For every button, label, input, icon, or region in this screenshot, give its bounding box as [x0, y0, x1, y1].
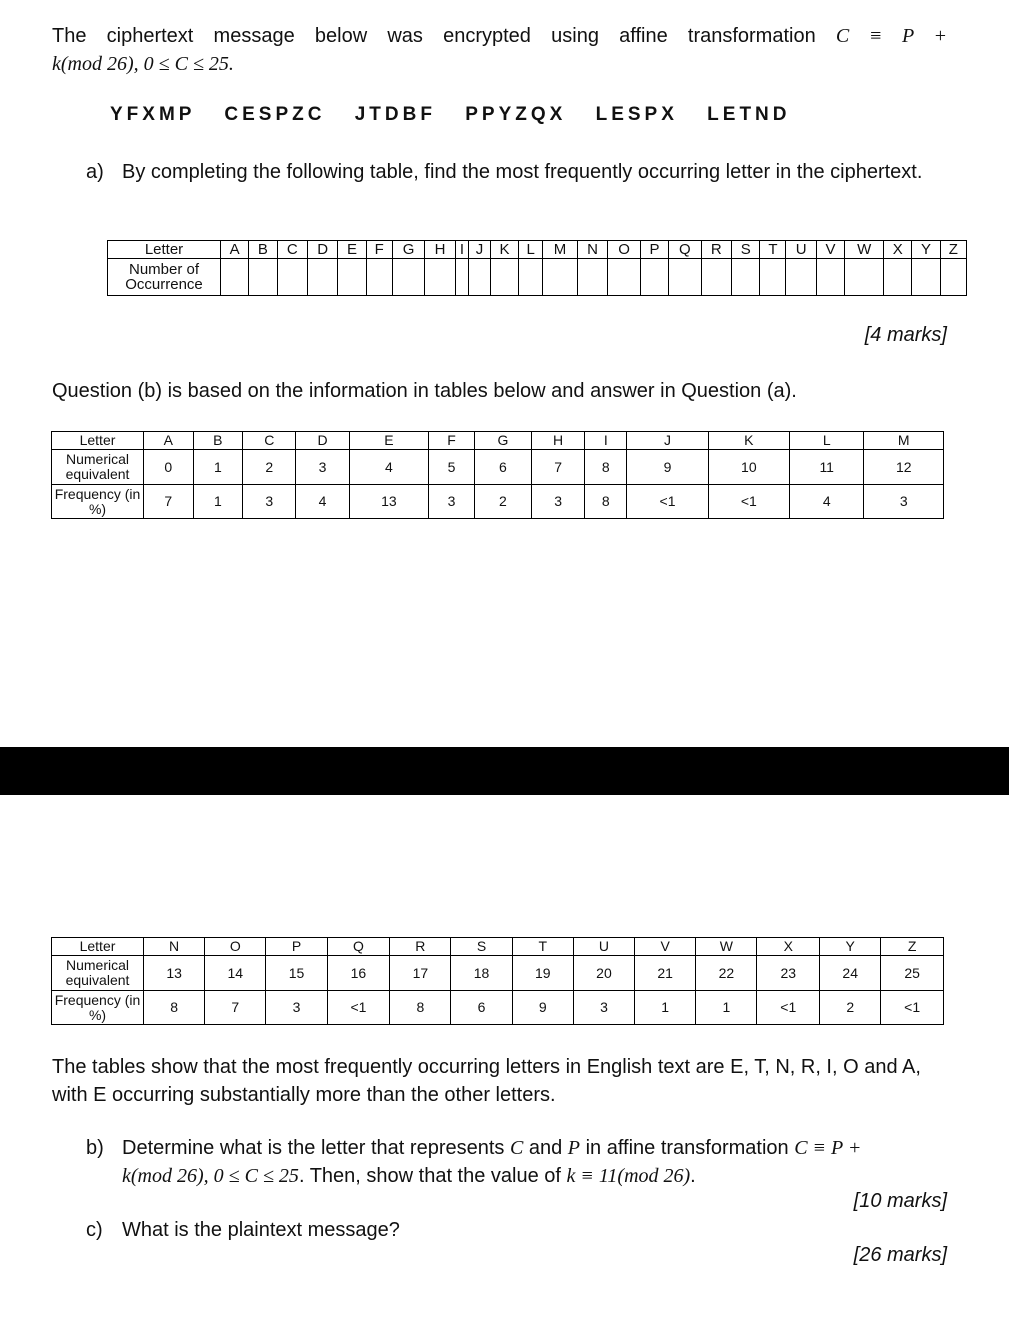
freq2-number-row — [52, 956, 944, 991]
question-a-marks: [4 marks] — [864, 324, 947, 346]
question-b-text-part: and — [523, 1137, 568, 1159]
freq1-number: 5 — [429, 450, 475, 485]
freq1-number: 6 — [474, 450, 531, 485]
occurrence-letter: D — [307, 241, 337, 259]
occurrence-cell — [884, 259, 912, 296]
freq1-number: 2 — [243, 450, 296, 485]
redaction-bar — [0, 747, 1009, 795]
question-b-math: k(mod 26), 0 ≤ C ≤ 25 — [122, 1165, 299, 1187]
freq1-letter: D — [296, 432, 349, 450]
freq2-letter: Y — [820, 938, 881, 956]
freq1-letter: C — [243, 432, 296, 450]
freq2-letter: O — [205, 938, 266, 956]
occurrence-cell — [249, 259, 277, 296]
question-a-text: By completing the following table, find the most frequently occurring letter in the ciphertext. — [122, 161, 923, 183]
question-a-label: a) — [86, 161, 104, 183]
freq2-frequency: 2 — [820, 991, 881, 1025]
occurrence-cell — [469, 259, 491, 296]
freq2-frequency-row — [52, 991, 944, 1025]
freq1-frequency: 4 — [296, 485, 349, 519]
freq1-frequency: 1 — [193, 485, 243, 519]
occurrence-cell — [669, 259, 702, 296]
occurrence-letter: N — [577, 241, 607, 259]
intro-b: Question (b) is based on the information in tables below and answer in Question (a). — [52, 380, 797, 402]
freq2-frequency: 3 — [266, 991, 327, 1025]
freq1-frequency: 3 — [429, 485, 475, 519]
freq2-number-header: Numerical equivalent — [52, 956, 144, 991]
occurrence-letter: C — [277, 241, 307, 259]
occurrence-letter: I — [455, 241, 468, 259]
freq2-number: 18 — [451, 956, 512, 991]
occurrence-letter: M — [543, 241, 578, 259]
freq1-number: 9 — [627, 450, 708, 485]
freq1-letter: A — [144, 432, 194, 450]
freq1-frequency: 3 — [864, 485, 944, 519]
occurrence-cell — [701, 259, 731, 296]
freq1-letter: H — [531, 432, 584, 450]
freq1-letter: L — [789, 432, 863, 450]
question-b-text — [122, 1134, 947, 1190]
occurrence-cell — [543, 259, 578, 296]
freq1-number: 4 — [349, 450, 428, 485]
freq2-letter: P — [266, 938, 327, 956]
freq1-frequency: 8 — [585, 485, 627, 519]
freq2-letter: Z — [881, 938, 944, 956]
freq1-frequency: <1 — [627, 485, 708, 519]
occurrence-letter: S — [732, 241, 760, 259]
note-paragraph: The tables show that the most frequently occurring letters in English text are E, T, N, R, I, O and A, with E occurring substantially more than the other letters. — [52, 1056, 921, 1106]
occurrence-cell — [640, 259, 668, 296]
occurrence-cell — [338, 259, 366, 296]
occurrence-letter: F — [366, 241, 392, 259]
question-b-label: b) — [86, 1137, 104, 1159]
occurrence-count-row — [108, 259, 967, 296]
freq1-number: 12 — [864, 450, 944, 485]
intro-text: The ciphertext message below was encrypted using affine transformation — [52, 25, 836, 47]
freq2-number: 22 — [696, 956, 757, 991]
occurrence-cell — [366, 259, 392, 296]
occurrence-letter: W — [845, 241, 884, 259]
freq1-number: 8 — [585, 450, 627, 485]
occurrence-cell — [490, 259, 518, 296]
occurrence-letter: U — [786, 241, 816, 259]
occurrence-letter: A — [221, 241, 249, 259]
freq1-number-header: Numerical equivalent — [52, 450, 144, 485]
occurrence-letter: Y — [912, 241, 940, 259]
occurrence-cell — [786, 259, 816, 296]
occurrence-letter-row — [108, 241, 967, 259]
occurrence-cell — [455, 259, 468, 296]
freq2-number: 14 — [205, 956, 266, 991]
frequency-table-n-z — [51, 937, 944, 1025]
occurrence-cell — [277, 259, 307, 296]
freq2-letter: U — [573, 938, 634, 956]
occurrence-letter: J — [469, 241, 491, 259]
freq1-frequency: <1 — [708, 485, 789, 519]
occurrence-letter: L — [519, 241, 543, 259]
freq2-frequency: 8 — [390, 991, 451, 1025]
intro-paragraph — [52, 22, 947, 78]
occurrence-letter: R — [701, 241, 731, 259]
freq1-letter: F — [429, 432, 475, 450]
occurrence-cell — [519, 259, 543, 296]
freq2-frequency: 6 — [451, 991, 512, 1025]
freq1-number: 10 — [708, 450, 789, 485]
occurrence-cell — [732, 259, 760, 296]
freq1-letter-row — [52, 432, 944, 450]
freq1-frequency-row — [52, 485, 944, 519]
question-b-text-part: . Then, show that the value of — [298, 1165, 567, 1187]
freq2-frequency-header: Frequency (in %) — [52, 991, 144, 1025]
intro-math-2: k(mod 26), 0 ≤ C ≤ 25. — [52, 53, 234, 75]
freq2-letter: R — [390, 938, 451, 956]
freq1-letter: G — [474, 432, 531, 450]
occurrence-letter: Q — [669, 241, 702, 259]
freq2-frequency: 1 — [635, 991, 696, 1025]
freq2-frequency: 8 — [144, 991, 205, 1025]
occurrence-letter: G — [392, 241, 425, 259]
question-c — [86, 1216, 947, 1244]
freq2-letter: W — [696, 938, 757, 956]
occurrence-letter: K — [490, 241, 518, 259]
freq2-number: 21 — [635, 956, 696, 991]
freq1-frequency: 7 — [144, 485, 194, 519]
freq1-letter-header: Letter — [52, 432, 144, 450]
freq2-letter: S — [451, 938, 512, 956]
freq2-number: 13 — [144, 956, 205, 991]
frequency-table-a-m — [51, 431, 944, 519]
freq2-number: 15 — [266, 956, 327, 991]
question-b-text-part: in affine transformation — [580, 1137, 795, 1159]
freq1-number: 3 — [296, 450, 349, 485]
occurrence-cell — [608, 259, 641, 296]
occurrence-cell — [392, 259, 425, 296]
freq2-number: 24 — [820, 956, 881, 991]
freq2-frequency: 3 — [573, 991, 634, 1025]
freq1-number-row — [52, 450, 944, 485]
freq2-frequency: <1 — [327, 991, 390, 1025]
occurrence-letter: X — [884, 241, 912, 259]
freq2-letter: X — [757, 938, 820, 956]
occurrence-count-header: Number of Occurrence — [108, 259, 221, 296]
freq2-letter-row — [52, 938, 944, 956]
ciphertext: YFXMP CESPZC JTDBF PPYZQX LESPX LETND — [110, 104, 791, 125]
freq1-frequency: 4 — [789, 485, 863, 519]
freq1-number: 11 — [789, 450, 863, 485]
freq2-letter: Q — [327, 938, 390, 956]
freq1-letter: E — [349, 432, 428, 450]
question-b-math: k ≡ 11(mod 26) — [566, 1165, 691, 1187]
freq1-frequency: 13 — [349, 485, 428, 519]
freq2-frequency: <1 — [757, 991, 820, 1025]
freq1-number: 1 — [193, 450, 243, 485]
occurrence-letter: P — [640, 241, 668, 259]
occurrence-cell — [577, 259, 607, 296]
occurrence-letter: O — [608, 241, 641, 259]
freq2-frequency: 1 — [696, 991, 757, 1025]
freq2-number: 17 — [390, 956, 451, 991]
occurrence-letter: E — [338, 241, 366, 259]
freq1-frequency: 3 — [531, 485, 584, 519]
occurrence-cell — [940, 259, 966, 296]
freq1-number: 0 — [144, 450, 194, 485]
occurrence-letter: H — [425, 241, 455, 259]
question-b-math: C ≡ P + — [794, 1137, 862, 1159]
freq2-frequency: 7 — [205, 991, 266, 1025]
question-b — [86, 1134, 947, 1190]
occurrence-letter: Z — [940, 241, 966, 259]
freq1-number: 7 — [531, 450, 584, 485]
freq2-frequency: 9 — [512, 991, 573, 1025]
freq2-number: 23 — [757, 956, 820, 991]
freq1-frequency-header: Frequency (in %) — [52, 485, 144, 519]
freq2-number: 20 — [573, 956, 634, 991]
occurrence-letter: T — [760, 241, 786, 259]
freq2-number: 16 — [327, 956, 390, 991]
occurrence-cell — [845, 259, 884, 296]
freq1-letter: I — [585, 432, 627, 450]
question-b-text-part: . — [690, 1165, 696, 1187]
freq1-letter: B — [193, 432, 243, 450]
question-b-var-c: C — [509, 1137, 524, 1159]
occurrence-letter: V — [816, 241, 844, 259]
occurrence-table — [107, 240, 967, 296]
freq1-letter: K — [708, 432, 789, 450]
freq1-frequency: 2 — [474, 485, 531, 519]
freq2-letter: T — [512, 938, 573, 956]
occurrence-cell — [760, 259, 786, 296]
occurrence-cell — [912, 259, 940, 296]
question-c-marks: [26 marks] — [853, 1244, 947, 1266]
question-b-text-part: Determine what is the letter that represents — [122, 1137, 510, 1159]
freq2-frequency: <1 — [881, 991, 944, 1025]
occurrence-cell — [816, 259, 844, 296]
freq2-letter-header: Letter — [52, 938, 144, 956]
freq2-number: 25 — [881, 956, 944, 991]
freq2-letter: N — [144, 938, 205, 956]
freq1-frequency: 3 — [243, 485, 296, 519]
occurrence-cell — [307, 259, 337, 296]
question-c-text: What is the plaintext message? — [122, 1219, 400, 1241]
freq1-letter: M — [864, 432, 944, 450]
question-a — [86, 158, 947, 186]
occurrence-letter: B — [249, 241, 277, 259]
occurrence-cell — [221, 259, 249, 296]
freq2-letter: V — [635, 938, 696, 956]
freq1-letter: J — [627, 432, 708, 450]
occurrence-cell — [425, 259, 455, 296]
question-b-var-p: P — [567, 1137, 581, 1159]
freq2-number: 19 — [512, 956, 573, 991]
intro-math-1: C ≡ P + — [835, 25, 947, 47]
question-b-marks: [10 marks] — [853, 1190, 947, 1212]
question-c-label: c) — [86, 1219, 103, 1241]
occurrence-letter-header: Letter — [108, 241, 221, 259]
